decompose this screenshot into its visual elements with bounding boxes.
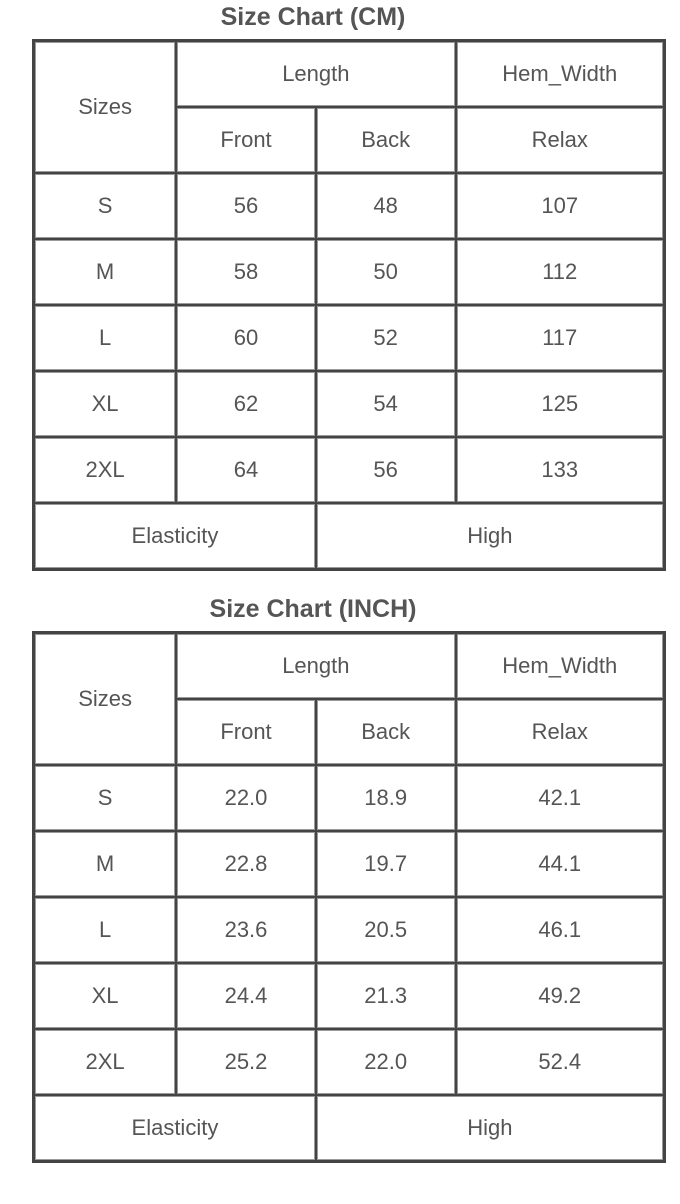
relax-cell: 107 bbox=[456, 173, 665, 239]
hem-width-header: Hem_Width bbox=[456, 633, 665, 700]
front-header: Front bbox=[176, 107, 316, 173]
table-row bbox=[34, 963, 665, 1029]
front-cell: 60 bbox=[176, 305, 316, 371]
elasticity-label: Elasticity bbox=[34, 503, 316, 570]
front-cell: 62 bbox=[176, 371, 316, 437]
back-header: Back bbox=[316, 107, 456, 173]
back-cell: 18.9 bbox=[316, 765, 456, 831]
relax-cell: 49.2 bbox=[456, 963, 665, 1029]
back-cell: 52 bbox=[316, 305, 456, 371]
relax-cell: 125 bbox=[456, 371, 665, 437]
size-cell: L bbox=[34, 305, 177, 371]
size-cell: M bbox=[34, 831, 177, 897]
size-cell: S bbox=[34, 173, 177, 239]
front-cell: 23.6 bbox=[176, 897, 316, 963]
back-cell: 22.0 bbox=[316, 1029, 456, 1095]
back-cell: 56 bbox=[316, 437, 456, 503]
relax-cell: 42.1 bbox=[456, 765, 665, 831]
table-row bbox=[34, 1029, 665, 1095]
elasticity-label: Elasticity bbox=[34, 1095, 316, 1162]
table-row bbox=[34, 173, 665, 239]
size-chart-inch-title: Size Chart (INCH) bbox=[209, 595, 417, 623]
size-cell: S bbox=[34, 765, 177, 831]
relax-cell: 52.4 bbox=[456, 1029, 665, 1095]
elasticity-value: High bbox=[316, 1095, 665, 1162]
hem-width-header: Hem_Width bbox=[456, 41, 665, 108]
table-row bbox=[34, 305, 665, 371]
table-footer-row bbox=[34, 503, 665, 570]
front-cell: 24.4 bbox=[176, 963, 316, 1029]
size-cell: M bbox=[34, 239, 177, 305]
table-row bbox=[34, 371, 665, 437]
front-cell: 22.8 bbox=[176, 831, 316, 897]
back-cell: 20.5 bbox=[316, 897, 456, 963]
front-cell: 25.2 bbox=[176, 1029, 316, 1095]
table-row bbox=[34, 897, 665, 963]
size-cell: 2XL bbox=[34, 1029, 177, 1095]
sizes-header: Sizes bbox=[34, 41, 177, 174]
front-cell: 64 bbox=[176, 437, 316, 503]
front-cell: 56 bbox=[176, 173, 316, 239]
length-header: Length bbox=[176, 41, 455, 108]
sizes-header: Sizes bbox=[34, 633, 177, 766]
size-cell: XL bbox=[34, 371, 177, 437]
table-footer-row bbox=[34, 1095, 665, 1162]
table-row bbox=[34, 239, 665, 305]
back-cell: 21.3 bbox=[316, 963, 456, 1029]
size-chart-cm-table bbox=[32, 39, 666, 571]
back-cell: 19.7 bbox=[316, 831, 456, 897]
size-chart-cm-title: Size Chart (CM) bbox=[220, 3, 406, 31]
table-header-row bbox=[34, 41, 665, 108]
table-row bbox=[34, 831, 665, 897]
front-cell: 58 bbox=[176, 239, 316, 305]
back-header: Back bbox=[316, 699, 456, 765]
table-row bbox=[34, 765, 665, 831]
size-cell: 2XL bbox=[34, 437, 177, 503]
relax-cell: 112 bbox=[456, 239, 665, 305]
table-row bbox=[34, 437, 665, 503]
size-cell: XL bbox=[34, 963, 177, 1029]
table-header-row bbox=[34, 633, 665, 700]
relax-cell: 117 bbox=[456, 305, 665, 371]
back-cell: 50 bbox=[316, 239, 456, 305]
size-chart-inch-table bbox=[32, 631, 666, 1163]
size-cell: L bbox=[34, 897, 177, 963]
relax-cell: 133 bbox=[456, 437, 665, 503]
front-cell: 22.0 bbox=[176, 765, 316, 831]
back-cell: 48 bbox=[316, 173, 456, 239]
relax-header: Relax bbox=[456, 699, 665, 765]
length-header: Length bbox=[176, 633, 455, 700]
elasticity-value: High bbox=[316, 503, 665, 570]
relax-cell: 44.1 bbox=[456, 831, 665, 897]
relax-cell: 46.1 bbox=[456, 897, 665, 963]
relax-header: Relax bbox=[456, 107, 665, 173]
back-cell: 54 bbox=[316, 371, 456, 437]
front-header: Front bbox=[176, 699, 316, 765]
